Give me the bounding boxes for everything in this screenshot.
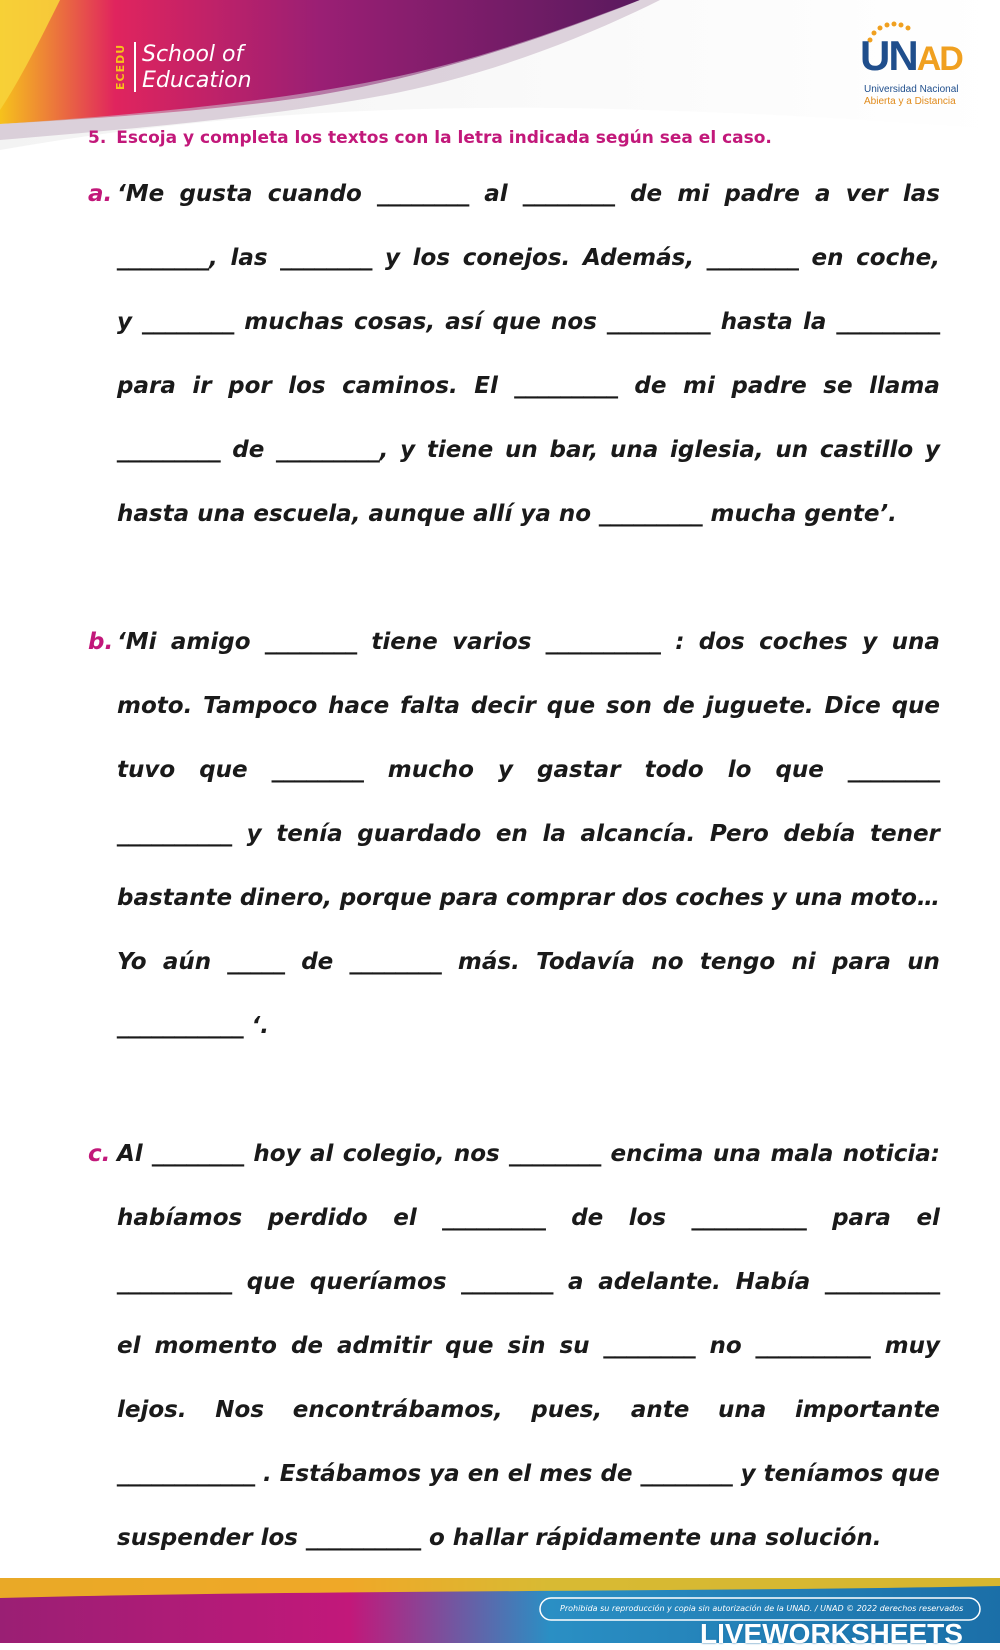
word: suspender — [117, 1525, 253, 1551]
exercise-line — [117, 610, 940, 674]
exercise-line — [117, 802, 940, 866]
word: bastante — [117, 885, 233, 911]
word: muchas — [244, 309, 344, 335]
word: que — [891, 693, 940, 719]
word: tener — [869, 821, 940, 847]
exercise-line — [117, 226, 940, 290]
exercise-a — [88, 162, 940, 546]
word: moto. — [117, 693, 193, 719]
word: mi — [677, 181, 710, 207]
exercise-line — [117, 930, 940, 994]
exercise-line — [117, 1442, 940, 1506]
word: una — [197, 501, 246, 527]
word: adelante. — [598, 1269, 721, 1295]
word: así — [445, 309, 483, 335]
word: encima — [610, 1141, 704, 1167]
word: y — [924, 437, 940, 463]
word: y — [117, 309, 132, 335]
blank-field[interactable]: ________ — [509, 1141, 602, 1167]
blank-field[interactable]: ________ — [522, 181, 615, 207]
exercise-line — [117, 1122, 940, 1186]
word: no — [709, 1333, 742, 1359]
copyright-note: Prohibida su reproducción y copia sin autorización de la UNAD. / UNAD © 2022 derechos reservados — [560, 1604, 964, 1613]
ecedu-label: ECEDU — [114, 43, 127, 91]
word: las — [230, 245, 268, 271]
word: el — [117, 1333, 141, 1359]
blank-field[interactable]: ________ — [377, 181, 470, 207]
word: conejos. — [462, 245, 571, 271]
school-of-education-title — [142, 42, 252, 94]
word: Yo — [117, 949, 147, 975]
word: que — [492, 309, 541, 335]
blank-field[interactable]: _________ — [836, 309, 940, 335]
word: juguete. — [705, 693, 814, 719]
word: . — [263, 1461, 272, 1487]
word: dos — [698, 629, 745, 655]
word: una — [718, 1397, 767, 1423]
word: a — [815, 181, 831, 207]
word: perdido — [267, 1205, 368, 1231]
word: de — [630, 181, 663, 207]
blank-field[interactable]: ________ — [280, 245, 373, 271]
word: Pero — [709, 821, 769, 847]
word: hasta — [117, 501, 190, 527]
word: porque — [339, 885, 432, 911]
word: guardado — [357, 821, 482, 847]
unad-subtitle-2: Abierta y a Distancia — [864, 96, 956, 107]
word: al — [309, 1141, 334, 1167]
word: caminos. — [342, 373, 458, 399]
word: la — [542, 821, 566, 847]
instruction — [88, 128, 772, 148]
word: allí — [473, 501, 513, 527]
exercise-line — [117, 482, 940, 546]
blank-field[interactable]: _________ — [117, 437, 221, 463]
word: : — [675, 629, 685, 655]
word: y — [497, 757, 513, 783]
exercise-line — [117, 354, 940, 418]
header-divider — [134, 42, 136, 92]
blank-field[interactable]: ________ — [349, 949, 442, 975]
word: nos — [453, 1141, 500, 1167]
exercise-line — [117, 994, 940, 1058]
word: para — [439, 885, 499, 911]
word: de — [290, 1333, 324, 1359]
word: la — [802, 309, 827, 335]
word: en — [467, 1461, 500, 1487]
word: tengo — [699, 949, 776, 975]
exercise-line — [117, 162, 940, 226]
word: todo — [644, 757, 704, 783]
word: para — [832, 949, 891, 975]
blank-field[interactable]: _________, — [276, 437, 389, 463]
word: una — [794, 885, 843, 911]
word: colegio, — [342, 1141, 445, 1167]
word: bar, — [549, 437, 599, 463]
word: padre — [724, 181, 800, 207]
word: llama — [869, 373, 940, 399]
word: el — [507, 1461, 532, 1487]
word: El — [474, 373, 498, 399]
blank-field[interactable]: __________ — [825, 1269, 940, 1295]
word: escuela, — [253, 501, 361, 527]
school-line-1: School of — [142, 42, 244, 67]
word: que — [246, 1269, 296, 1295]
exercise-line — [117, 290, 940, 354]
unad-letter-n: N — [888, 32, 917, 79]
word: mes — [539, 1461, 593, 1487]
word: ya — [520, 501, 551, 527]
word: padre — [731, 373, 807, 399]
exercise-line — [117, 1314, 940, 1378]
word: el — [916, 1205, 940, 1231]
unad-subtitle-1: Universidad Nacional — [864, 84, 959, 95]
blank-field[interactable]: ________ — [640, 1461, 733, 1487]
exercise-line — [117, 738, 940, 802]
blank-field[interactable]: __________ — [117, 1269, 232, 1295]
word: de — [301, 949, 334, 975]
footer-banner — [0, 1572, 1000, 1649]
blank-field[interactable]: ___________ — [117, 1013, 244, 1039]
blank-field[interactable]: ________ — [603, 1333, 696, 1359]
word: mi — [683, 373, 715, 399]
word: aún — [162, 949, 212, 975]
word: tenía — [276, 821, 343, 847]
word: una — [709, 1525, 758, 1551]
word: cuando — [267, 181, 362, 207]
word: ya — [429, 1461, 460, 1487]
word: son — [605, 693, 652, 719]
word: Todavía — [536, 949, 636, 975]
word: que — [891, 1461, 940, 1487]
word: de — [662, 693, 695, 719]
word: y — [246, 821, 262, 847]
word: tiene — [426, 437, 494, 463]
word: por — [228, 373, 272, 399]
word: y — [400, 437, 416, 463]
word: teníamos — [763, 1461, 884, 1487]
word: se — [823, 373, 853, 399]
exercise-line — [117, 418, 940, 482]
word: una — [891, 629, 940, 655]
blank-field[interactable]: ________ — [847, 757, 940, 783]
blank-field[interactable]: __________ — [545, 629, 661, 655]
word: tuvo — [117, 757, 176, 783]
blank-field[interactable]: ________ — [271, 757, 364, 783]
unad-wordmark — [860, 32, 962, 80]
word: moto… — [850, 885, 940, 911]
blank-field[interactable]: ________ — [264, 629, 357, 655]
word: ni — [791, 949, 816, 975]
word: gastar — [537, 757, 621, 783]
word: alcancía. — [580, 821, 696, 847]
word: los — [288, 373, 326, 399]
word: mucho — [387, 757, 474, 783]
word: decir — [470, 693, 536, 719]
word: los — [412, 245, 451, 271]
exercise-b — [88, 610, 940, 1058]
word: en — [495, 821, 528, 847]
word: no — [651, 949, 684, 975]
blank-field[interactable]: ________, — [117, 245, 218, 271]
blank-field[interactable]: ________ — [706, 245, 799, 271]
word: para — [117, 373, 176, 399]
word: y — [771, 885, 787, 911]
word: debía — [783, 821, 856, 847]
word: ‘Me — [117, 181, 165, 207]
word: coches — [675, 885, 765, 911]
word: más. — [457, 949, 520, 975]
word: a — [567, 1269, 584, 1295]
word: un — [907, 949, 940, 975]
word: una — [712, 1141, 762, 1167]
blank-field[interactable]: __________ — [305, 1525, 421, 1551]
word: queríamos — [309, 1269, 447, 1295]
blank-field[interactable]: __________ — [755, 1333, 871, 1359]
word: ‘. — [251, 1013, 269, 1039]
word: mala — [770, 1141, 834, 1167]
word: encontrábamos, — [292, 1397, 503, 1423]
word: hace — [328, 693, 390, 719]
word: que — [199, 757, 248, 783]
exercise-line — [117, 1378, 940, 1442]
blank-field[interactable]: __________ — [691, 1205, 807, 1231]
word: lejos. — [117, 1397, 187, 1423]
word: gente’. — [804, 501, 897, 527]
word: falta — [400, 693, 461, 719]
word: los — [260, 1525, 298, 1551]
word: Tampoco — [203, 693, 318, 719]
word: de — [600, 1461, 633, 1487]
word: no — [558, 501, 592, 527]
blank-field[interactable]: _________ — [607, 309, 711, 335]
exercise-letter: c. — [88, 1141, 111, 1167]
word: y — [384, 245, 400, 271]
exercise-letter: b. — [88, 629, 114, 655]
blank-field[interactable]: _____ — [227, 949, 285, 975]
word: o — [428, 1525, 445, 1551]
word: habíamos — [117, 1205, 243, 1231]
word: tiene — [371, 629, 438, 655]
blank-field[interactable]: ____________ — [117, 1461, 255, 1487]
unad-logo — [858, 26, 968, 116]
blank-field[interactable]: ________ — [152, 1141, 245, 1167]
word: coche, — [856, 245, 940, 271]
liveworksheets-watermark: LIVEWORKSHEETS — [700, 1618, 963, 1649]
word: Además, — [582, 245, 695, 271]
word: aunque — [368, 501, 466, 527]
word: muy — [884, 1333, 940, 1359]
word: de — [571, 1205, 604, 1231]
word: cosas, — [353, 309, 436, 335]
word: Al — [117, 1141, 143, 1167]
word: nos — [551, 309, 597, 335]
word: castillo — [819, 437, 914, 463]
word: mucha — [710, 501, 797, 527]
word: lo — [727, 757, 752, 783]
exercise-line — [117, 1250, 940, 1314]
word: momento — [154, 1333, 277, 1359]
word: su — [559, 1333, 590, 1359]
word: ante — [630, 1397, 690, 1423]
word: comprar — [505, 885, 615, 911]
blank-field[interactable]: __________ — [117, 821, 232, 847]
word: una — [609, 437, 659, 463]
word: que — [546, 693, 596, 719]
word: hasta — [720, 309, 793, 335]
word: iglesia, — [670, 437, 764, 463]
word: de — [232, 437, 265, 463]
word: dinero, — [239, 885, 333, 911]
word: importante — [794, 1397, 940, 1423]
word: que — [445, 1333, 494, 1359]
unad-letter-u: U — [860, 32, 889, 79]
blank-field[interactable]: _________ — [442, 1205, 546, 1231]
word: amigo — [170, 629, 251, 655]
word: hoy — [253, 1141, 301, 1167]
unad-letters-ad: AD — [916, 40, 962, 78]
word: el — [393, 1205, 417, 1231]
word: rápidamente — [535, 1525, 702, 1551]
instruction-text: Escoja y completa los textos con la letra indicada según sea el caso. — [116, 128, 772, 148]
word: hallar — [452, 1525, 528, 1551]
word: de — [634, 373, 667, 399]
word: Dice — [824, 693, 881, 719]
word: en — [811, 245, 844, 271]
word: que — [775, 757, 824, 783]
word: Nos — [215, 1397, 265, 1423]
exercise-letter: a. — [88, 181, 113, 207]
exercise-line — [117, 674, 940, 738]
blank-field[interactable]: _________ — [599, 501, 703, 527]
word: un — [775, 437, 809, 463]
school-line-2: Education — [142, 68, 252, 93]
word: gusta — [179, 181, 253, 207]
exercise-line — [117, 1506, 940, 1570]
blank-field[interactable]: ________ — [461, 1269, 554, 1295]
word: admitir — [337, 1333, 432, 1359]
instruction-number: 5. — [88, 128, 107, 148]
word: varios — [452, 629, 532, 655]
word: Estábamos — [279, 1461, 422, 1487]
exercise-line — [117, 866, 940, 930]
word: pues, — [531, 1397, 603, 1423]
word: ir — [192, 373, 212, 399]
word: ‘Mi — [117, 629, 157, 655]
word: las — [902, 181, 940, 207]
word: para — [832, 1205, 891, 1231]
word: al — [484, 181, 508, 207]
exercise-c — [88, 1122, 940, 1570]
word: coches — [759, 629, 848, 655]
word: los — [628, 1205, 667, 1231]
word: noticia: — [842, 1141, 940, 1167]
blank-field[interactable]: _________ — [514, 373, 618, 399]
word: un — [505, 437, 538, 463]
word: y — [862, 629, 878, 655]
word: y — [740, 1461, 756, 1487]
exercise-line — [117, 1186, 940, 1250]
word: Había — [735, 1269, 811, 1295]
word: ver — [845, 181, 888, 207]
word: dos — [621, 885, 668, 911]
word: sin — [507, 1333, 546, 1359]
blank-field[interactable]: ________ — [142, 309, 235, 335]
word: solución. — [765, 1525, 882, 1551]
